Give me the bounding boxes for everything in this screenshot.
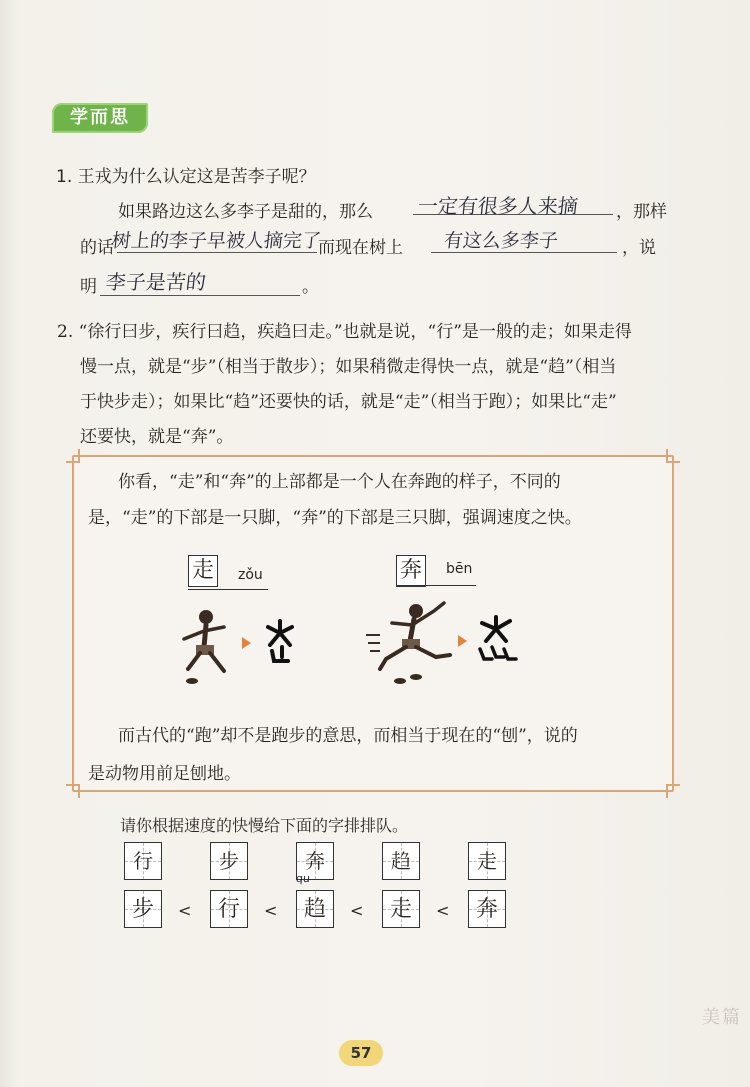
answer-box-1[interactable]: [124, 890, 162, 928]
answer-box-3[interactable]: [296, 890, 334, 928]
arrow-zou: [242, 637, 251, 649]
task-char-box-5: [468, 842, 506, 880]
task-char-2: 步: [219, 849, 239, 873]
info-frame-box: [72, 455, 674, 792]
char-zou-label: 走: [188, 555, 218, 587]
q1-sentence3-end: 。: [302, 277, 319, 297]
arrow-ben: [458, 635, 467, 647]
running-man-dash-icon: [364, 597, 464, 687]
box-line2: 是，“走”的下部是一只脚，“奔”的下部是三只脚，强调速度之快。: [88, 508, 582, 528]
less-than-3: <: [350, 901, 364, 920]
task-char-1: 行: [133, 849, 153, 873]
pinyin-zou: zǒu: [238, 567, 263, 583]
q1-sentence2-start: 的话: [80, 238, 114, 258]
task-prompt: 请你根据速度的快慢给下面的字排排队。: [120, 816, 409, 835]
less-than-2: <: [264, 901, 278, 920]
ben-underline: [396, 585, 476, 586]
q1-sentence2-mid: 而现在树上: [318, 238, 403, 258]
answer-char-2: 行: [217, 897, 240, 922]
answer-box-5[interactable]: [468, 890, 506, 928]
task-char-3: 奔: [305, 849, 325, 873]
task-char-5: 走: [477, 849, 497, 873]
q1-sentence2-end: ，说: [622, 238, 656, 258]
section-tab-xue-er-si: 学而思: [52, 103, 148, 133]
answer-char-3: 趋: [303, 897, 326, 922]
q1-answer4: 李子是苦的: [104, 270, 208, 294]
task-char-box-2: [210, 842, 248, 880]
running-man-walk-icon: [166, 605, 246, 685]
frame-corner-tl: [66, 449, 80, 463]
less-than-1: <: [178, 901, 192, 920]
box-line4: 是动物用前足刨地。: [88, 764, 241, 784]
q1-sentence1-end: ，那样: [616, 202, 667, 222]
answer-char-5: 奔: [475, 897, 498, 922]
q1-answer3: 有这么多李子: [442, 230, 560, 252]
less-than-4: <: [436, 901, 450, 920]
task-char-box-1: [124, 842, 162, 880]
answer-char-4: 走: [389, 897, 412, 922]
box-line3: 而古代的“跑”却不是跑步的意思，而相当于现在的“刨”，说的: [118, 726, 578, 746]
answer-box-2[interactable]: [210, 890, 248, 928]
q1-answer1: 一定有很多人来摘: [416, 194, 580, 218]
answer-char-1: 步: [131, 897, 154, 922]
q2-line1: 2. “徐行曰步，疾行曰趋，疾趋曰走。”也就是说，“行”是一般的走；如果走得: [57, 322, 632, 342]
task-char-box-4: [382, 842, 420, 880]
frame-corner-br: [666, 784, 680, 798]
answer-box-4[interactable]: [382, 890, 420, 928]
page-number: 57: [339, 1040, 383, 1066]
pinyin-ben: bēn: [446, 561, 473, 577]
q2-line4: 还要快，就是“奔”。: [80, 427, 234, 447]
watermark-meipian: 美篇: [702, 1007, 742, 1028]
q2-line3: 于快步走）；如果比“趋”还要快的话，就是“走”（相当于跑）；如果比“走”: [80, 392, 617, 412]
q1-sentence3-start: 明: [80, 277, 97, 297]
task-pinyin-note: qu: [295, 872, 311, 885]
ancient-zou-glyph-icon: [260, 617, 300, 667]
q1-answer2: 树上的李子早被人摘完了: [110, 230, 323, 252]
zou-underline: [188, 589, 268, 590]
q2-line2: 慢一点，就是“步”（相当于散步）；如果稍微走得快一点，就是“趋”（相当: [80, 357, 617, 377]
box-line1: 你看，“走”和“奔”的上部都是一个人在奔跑的样子，不同的: [118, 472, 561, 492]
q1-sentence1-start: 如果路边这么多李子是甜的，那么: [118, 202, 373, 222]
frame-corner-tr: [666, 449, 680, 463]
q1-question: 1. 王戎为什么认定这是苦李子呢？: [56, 167, 316, 187]
task-char-4: 趋: [391, 849, 411, 873]
char-ben-label: 奔: [396, 555, 426, 587]
q1-blank4[interactable]: [100, 295, 300, 296]
frame-corner-bl: [66, 784, 80, 798]
ancient-ben-glyph-icon: [474, 613, 520, 669]
